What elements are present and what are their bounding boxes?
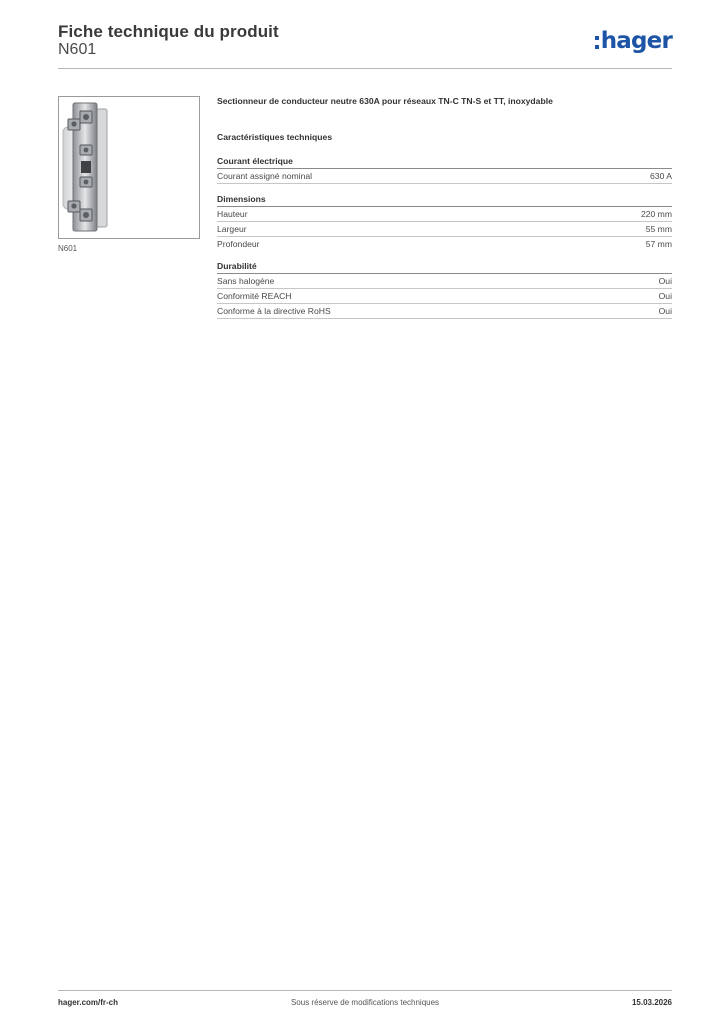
table-row xyxy=(217,304,672,319)
row-label: Sans halogène xyxy=(217,276,275,286)
neutral-disconnector-icon xyxy=(59,97,199,238)
row-label: Conformité REACH xyxy=(217,291,292,301)
logo-colon-icon xyxy=(595,36,599,49)
page-title: Fiche technique du produit xyxy=(58,22,279,41)
table-row xyxy=(217,289,672,304)
row-label: Profondeur xyxy=(217,239,260,249)
group-title: Durabilité xyxy=(217,261,672,274)
row-label: Hauteur xyxy=(217,209,248,219)
image-caption: N601 xyxy=(58,244,78,253)
row-value: Oui xyxy=(658,276,672,286)
table-row xyxy=(217,222,672,237)
group-title: Dimensions xyxy=(217,194,672,207)
group-title: Courant électrique xyxy=(217,156,672,169)
table-row xyxy=(217,237,672,251)
product-code: N601 xyxy=(58,41,97,58)
table-row xyxy=(217,207,672,222)
logo-text: hager xyxy=(600,28,672,54)
footer-divider xyxy=(58,990,672,991)
product-image xyxy=(58,96,200,239)
footer-date: 15.03.2026 xyxy=(631,998,672,1007)
row-label: Conforme à la directive RoHS xyxy=(217,306,331,316)
row-value: 57 mm xyxy=(645,239,672,249)
group-durability xyxy=(217,261,672,319)
row-label: Largeur xyxy=(217,224,247,234)
footer-disclaimer: Sous réserve de modifications techniques xyxy=(290,998,440,1007)
product-description: Sectionneur de conducteur neutre 630A pour réseaux TN-C TN-S et TT, inoxydable xyxy=(217,96,553,106)
row-value: Oui xyxy=(658,291,672,301)
header-divider xyxy=(58,68,672,69)
characteristics-heading: Caractéristiques techniques xyxy=(217,132,333,142)
row-value: 55 mm xyxy=(645,224,672,234)
row-value: 630 A xyxy=(650,171,672,181)
row-value: 220 mm xyxy=(640,209,672,219)
table-row xyxy=(217,274,672,289)
group-dimensions xyxy=(217,194,672,251)
group-electrical-current xyxy=(217,156,672,184)
spec-content xyxy=(217,96,672,329)
footer-website-link[interactable]: hager.com/fr-ch xyxy=(58,998,119,1007)
row-label: Courant assigné nominal xyxy=(217,171,313,181)
table-row xyxy=(217,169,672,184)
row-value: Oui xyxy=(658,306,672,316)
hager-logo[interactable] xyxy=(595,28,672,54)
